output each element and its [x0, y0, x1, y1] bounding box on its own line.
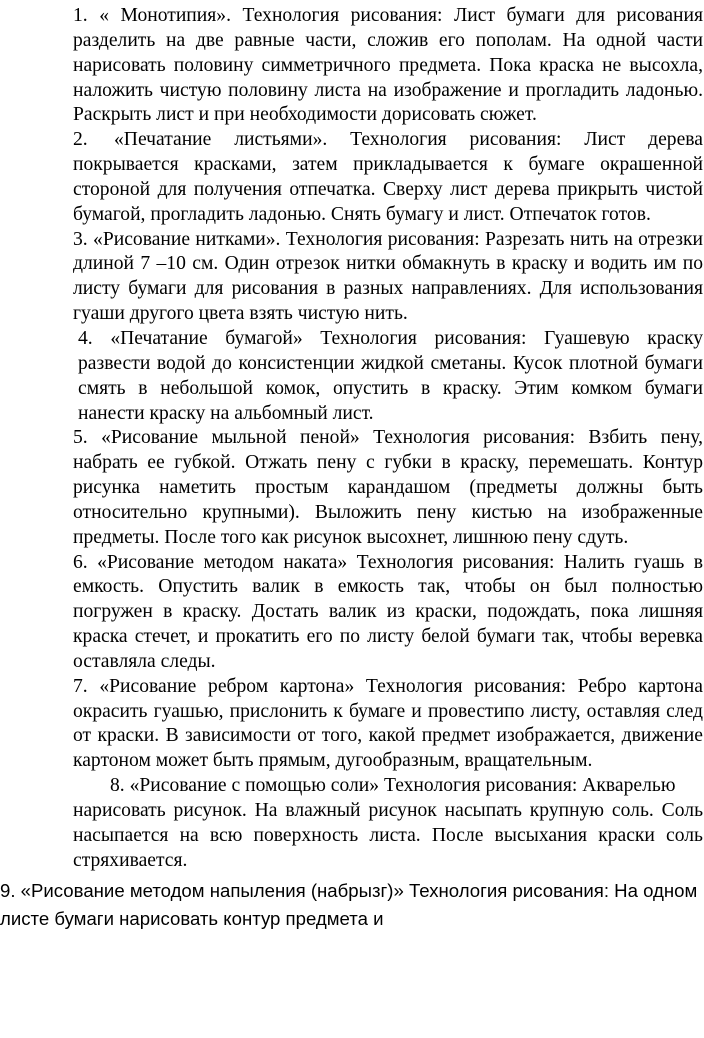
paragraph-salt-drawing-continued: нарисовать рисунок. На влажный рисунок насыпать крупную соль. Соль насыпается на всю поверхность листа. После высыхания краски соль стряхивается. [73, 800, 703, 871]
paragraph-monotype: 1. « Монотипия». Технология рисования: Лист бумаги для рисования разделить на две равные части, сложив его пополам. На одной части нарисовать половину симметричного предмета. Пока краска не высохла, наложить чистую половину листа на изображение и прогладить ладонью. Раскрыть лист и при необходимости дорисовать сюжет. [73, 5, 703, 126]
paragraph-first-line: 8. «Рисование с помощью соли» Технология рисования: Акварелью [110, 775, 676, 797]
paragraph-body: «Печатание листьями». Технология рисования: Лист дерева покрывается красками, затем прикладывается к бумаге окрашенной стороной для получения отпечатка. Сверху лист дерева прикрыть чистой бумагой, прогладить ладонью. Снять бумагу и лист. Отпечаток готов. [73, 129, 703, 225]
paragraph-rolling-method: 6. «Рисование методом наката» Технология рисования: Налить гуашь в емкость. Опустить валик в емкость так, чтобы он был полностью погружен в краску. Достать валик из краски, подождать, пока лишняя краска стечет, и прокатить его по листу белой бумаги так, чтобы веревка оставляла следы. [73, 551, 703, 672]
paragraph-number: 2. [73, 129, 88, 151]
paragraph-cardboard-edge: 7. «Рисование ребром картона» Технология рисования: Ребро картона окрасить гуашью, прислонить к бумаге и провестипо листу, оставляя след от краски. В зависимости от того, какой предмет изображается, движение картоном может быть прямым, дугообразным, вращательным. [73, 675, 703, 772]
paragraph-soap-foam: 5. «Рисование мыльной пеной» Технология рисования: Взбить пену, набрать ее губкой. Отжать пену с губки в краску, перемешать. Контур рисунка наметить простым карандашом (предметы должны быть относительно крупными). Выложить пену кистью на изображенные предметы. После того как рисунок высохнет, лишнюю пену сдуть. [73, 427, 703, 548]
paragraph-paper-printing: 4. «Печатание бумагой» Технология рисования: Гуашевую краску развести водой до консистенции жидкой сметаны. Кусок плотной бумаги смять в небольшой комок, опустить в краску. Этим комком бумаги нанести краску на альбомный лист. [78, 327, 703, 424]
paragraph-spraying: 9. «Рисование методом напыления (набрызг)» Технология рисования: На одном листе бумаги нарисовать контур предмета и [0, 879, 698, 929]
paragraph-leaf-printing [0, 128, 703, 227]
paragraph-thread-drawing: 3. «Рисование нитками». Технология рисования: Разрезать нить на отрезки длиной 7 –10 см. Один отрезок нитки обмакнуть в краску и водить им по листу бумаги для рисования в разных направлениях. Для использования гуаши другого цвета взять чистую нить. [73, 228, 703, 325]
paragraph-salt-drawing [0, 774, 703, 799]
